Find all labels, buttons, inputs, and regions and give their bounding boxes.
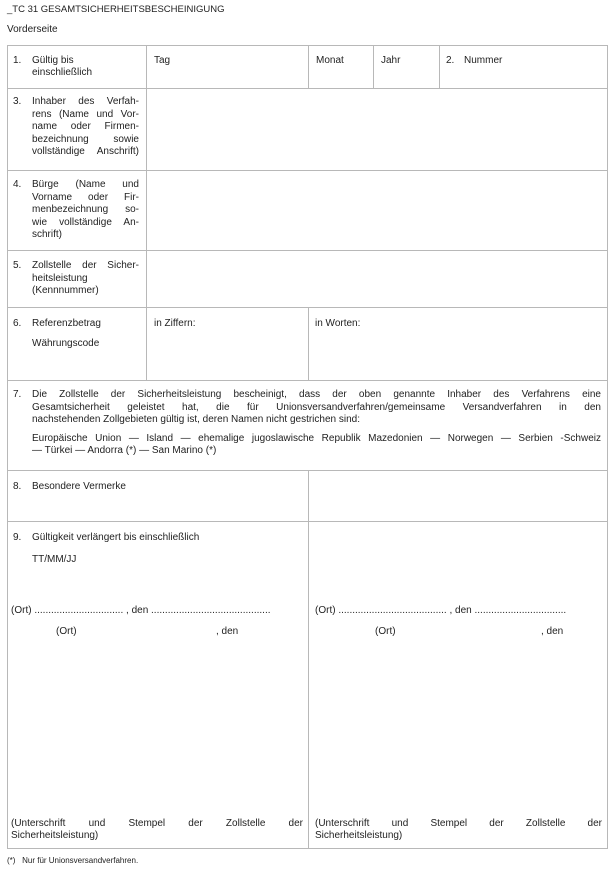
field-4-number: 4. xyxy=(13,179,22,190)
special-remarks-label: Besondere Vermerke xyxy=(32,481,126,492)
field-1-number: 1. xyxy=(13,55,22,66)
month-label: Monat xyxy=(316,55,344,66)
field-3-label-cell xyxy=(7,88,147,171)
field-4-label-line: schrift) xyxy=(32,229,62,240)
field-2-number-cell[interactable] xyxy=(439,45,608,89)
field-3-label-line: name oder Firmen- xyxy=(32,121,139,132)
field-7-text-line: Gesamtsicherheit geleistet hat, die für Unionsversandverfahren/gemeinsame Versandverfahren in den xyxy=(32,401,601,413)
field-5-number: 5. xyxy=(13,260,22,271)
field-4-label-line: wie vollständige An- xyxy=(32,216,139,228)
document-subtitle: Vorderseite xyxy=(7,24,58,35)
amount-in-words-cell[interactable] xyxy=(308,307,608,381)
field-5-label-line: Zollstelle der Sicher- xyxy=(32,260,139,271)
field-8-number: 8. xyxy=(13,481,22,492)
field-8-label-cell xyxy=(7,470,309,522)
field-3-value-cell[interactable] xyxy=(146,88,608,171)
countries-line-2: — Türkei — Andorra (*) — San Marino (*) xyxy=(32,445,217,456)
place-label-right: (Ort) xyxy=(375,626,396,637)
field-4-value-cell[interactable] xyxy=(146,170,608,251)
place-label-left: (Ort) xyxy=(56,626,77,637)
currency-code-label: Währungscode xyxy=(32,338,100,349)
field-3-label-line: vollständige Anschrift) xyxy=(32,146,139,157)
field-5-label-cell xyxy=(7,250,147,308)
amount-in-figures-cell[interactable] xyxy=(146,307,309,381)
field-5-label-line: heitsleistung xyxy=(32,272,88,284)
field-3-label-line: bezeichnung sowie xyxy=(32,133,139,145)
footnote: (*) Nur für Unionsversandverfahren. xyxy=(7,856,139,865)
validity-extended-label: Gültigkeit verlängert bis einschließlich xyxy=(32,532,200,543)
date-label-left: , den xyxy=(216,626,239,637)
field-6-number: 6. xyxy=(13,318,22,329)
in-words-label: in Worten: xyxy=(315,318,361,329)
field-7-number: 7. xyxy=(13,389,22,400)
countries-line-1: Europäische Union — Island — ehemalige jugoslawische Republik Mazedonien — Norwegen — Serbien -Schweiz xyxy=(32,432,601,444)
field-2-label: Nummer xyxy=(464,55,503,66)
field-6-label-cell xyxy=(7,307,147,381)
field-8-value-cell[interactable] xyxy=(308,470,608,522)
reference-amount-label: Referenzbetrag xyxy=(32,318,101,329)
field-1-month-cell[interactable] xyxy=(308,45,374,89)
date-label-right: , den xyxy=(541,626,564,637)
document-title: _TC 31 GESAMTSICHERHEITSBESCHEINIGUNG xyxy=(7,4,225,15)
field-3-number: 3. xyxy=(13,96,22,107)
field-4-label-line: Bürge (Name und xyxy=(32,179,139,190)
field-5-label-line: (Kennnummer) xyxy=(32,285,99,296)
field-1-label-line2: einschließlich xyxy=(32,67,93,78)
field-7-cell xyxy=(7,380,608,471)
year-label: Jahr xyxy=(381,55,401,66)
field-7-text-line: nachstehenden Zollgebieten gültig ist, deren Namen nicht gestrichen sind: xyxy=(32,414,360,425)
field-1-label-line1: Gültig bis xyxy=(32,55,74,66)
field-3-label-line: Inhaber des Verfah- xyxy=(32,96,139,107)
field-1-day-cell[interactable] xyxy=(146,45,309,89)
signature-label-right-line2: Sicherheitsleistung) xyxy=(315,830,403,841)
place-date-line-left: (Ort) ................................ , den ........................................... xyxy=(11,605,271,616)
field-7-text-line: Die Zollstelle der Sicherheitsleistung bescheinigt, dass der oben genannte Inhaber des Verfahrens eine xyxy=(32,389,601,400)
field-9-right-cell[interactable] xyxy=(308,521,608,849)
day-label: Tag xyxy=(154,55,171,66)
signature-label-left-line2: Sicherheitsleistung) xyxy=(11,830,99,841)
field-4-label-cell xyxy=(7,170,147,251)
field-2-number: 2. xyxy=(446,55,455,66)
field-1-year-cell[interactable] xyxy=(373,45,440,89)
date-format-label: TT/MM/JJ xyxy=(32,554,77,565)
field-9-left-cell[interactable] xyxy=(7,521,309,849)
place-date-line-right: (Ort) ....................................... , den ................................. xyxy=(315,605,567,616)
field-3-label-line: rens (Name und Vor- xyxy=(32,108,139,120)
signature-label-right-line1: (Unterschrift und Stempel der Zollstelle der xyxy=(315,818,602,829)
field-4-label-line: menbezeichnung so- xyxy=(32,204,139,215)
signature-label-left-line1: (Unterschrift und Stempel der Zollstelle der xyxy=(11,818,303,829)
field-1-label-cell xyxy=(7,45,147,89)
field-5-value-cell[interactable] xyxy=(146,250,608,308)
field-4-label-line: Vorname oder Fir- xyxy=(32,191,139,203)
field-9-number: 9. xyxy=(13,532,22,543)
in-figures-label: in Ziffern: xyxy=(154,318,196,329)
